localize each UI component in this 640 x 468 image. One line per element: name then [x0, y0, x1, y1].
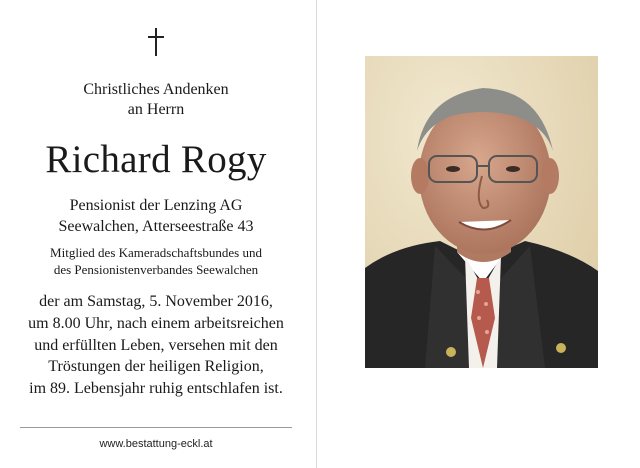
text-line-2: um 8.00 Uhr, nach einem arbeitsreichen	[28, 315, 284, 332]
cross-icon	[145, 27, 167, 57]
text-line-4: Tröstungen der heiligen Religion,	[48, 358, 264, 375]
portrait-photo	[365, 56, 598, 368]
heading-line-1: Christliches Andenken	[83, 81, 229, 98]
deceased-name: Richard Rogy	[45, 138, 267, 181]
card-fold	[316, 0, 317, 468]
website-link[interactable]: www.bestattung-eckl.at	[99, 438, 213, 450]
text-line-5: im 89. Lebensjahr ruhig entschlafen ist.	[29, 380, 283, 397]
divider-line	[20, 427, 292, 428]
membership-line-1: Mitglied des Kameradschaftsbundes und	[50, 245, 262, 260]
address: Seewalchen, Atterseestraße 43	[58, 218, 254, 235]
text-line-3: und erfüllten Leben, versehen mit den	[34, 337, 278, 354]
card-left-panel	[0, 0, 312, 468]
profession: Pensionist der Lenzing AG	[69, 197, 243, 214]
membership-line-2: des Pensionistenverbandes Seewalchen	[53, 262, 259, 277]
text-line-1: der am Samstag, 5. November 2016,	[39, 293, 273, 310]
heading-line-2: an Herrn	[127, 101, 185, 118]
